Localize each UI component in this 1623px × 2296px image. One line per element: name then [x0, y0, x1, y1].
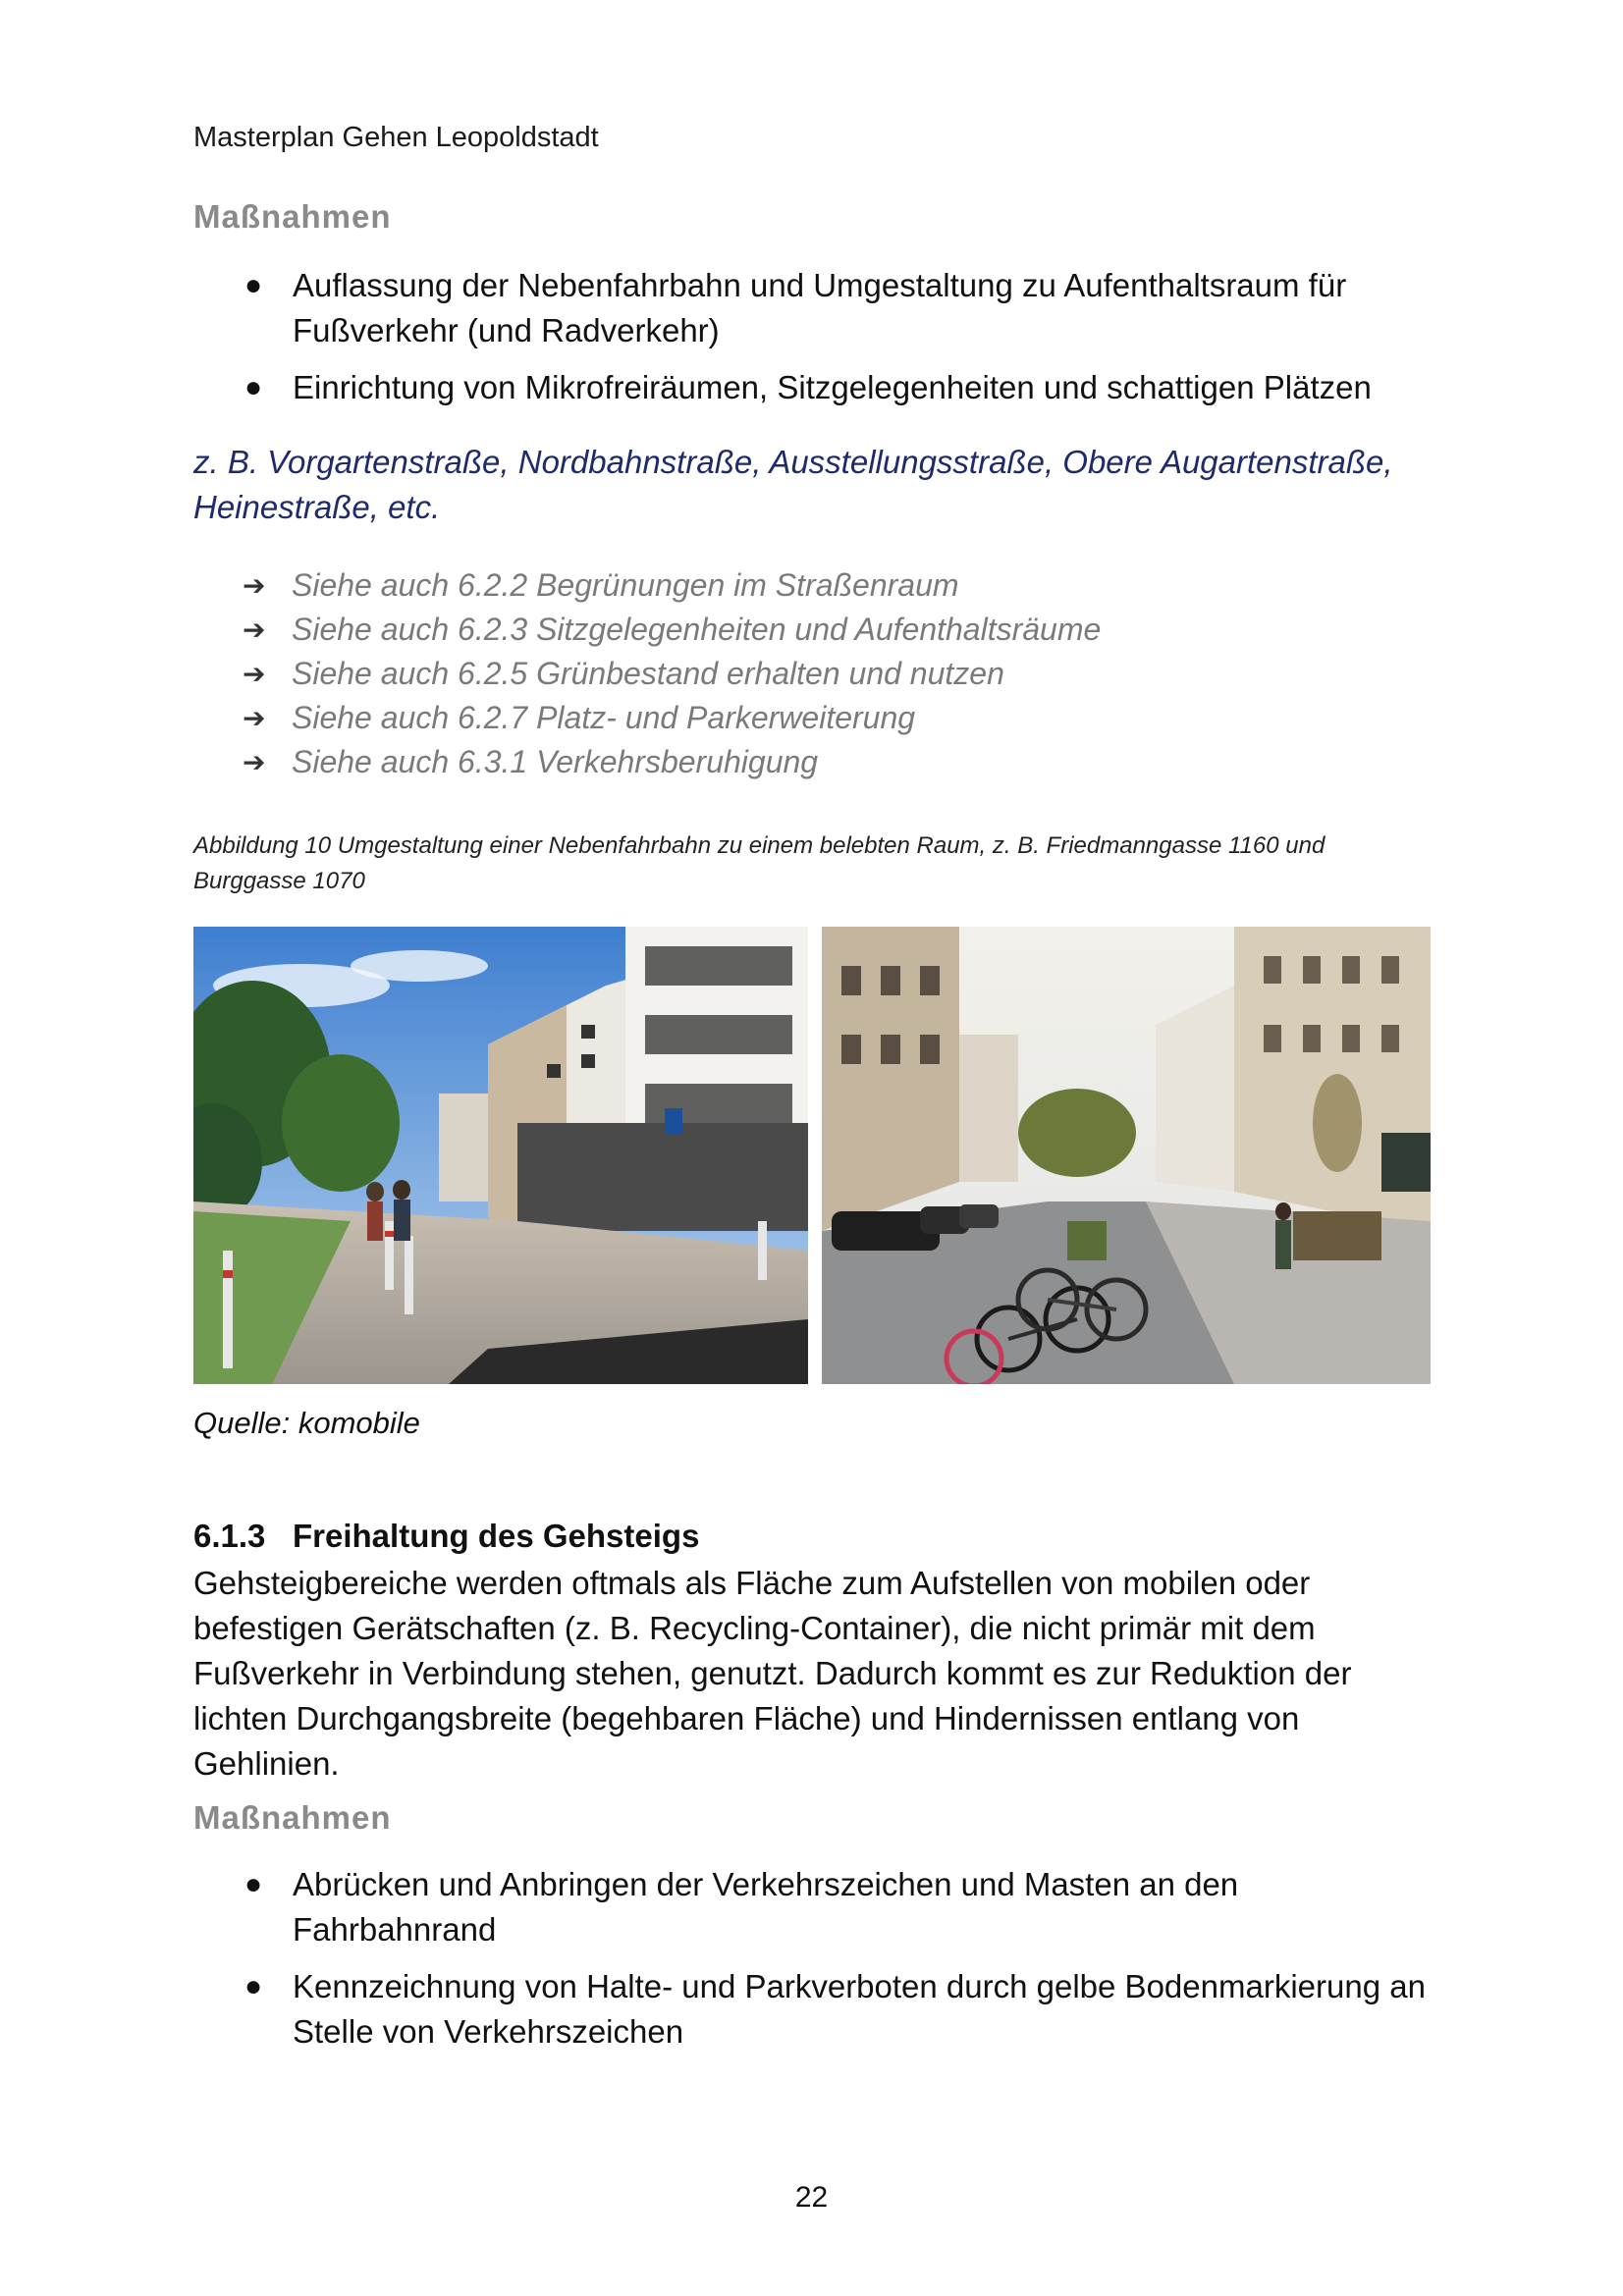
- bullet-list-b: [193, 1862, 1431, 2066]
- list-item: ● Auflassung der Nebenfahrbahn und Umgestaltung zu Aufenthaltsraum für Fußverkehr (und Radverkehr): [193, 263, 1431, 353]
- figure-source: Quelle: komobile: [193, 1406, 420, 1440]
- bullet-icon: ●: [244, 371, 263, 403]
- section-title: [193, 1518, 699, 1555]
- arrow-right-icon: ➔: [243, 747, 266, 777]
- reference-link[interactable]: ➔ Siehe auch 6.2.5 Grünbestand erhalten und nutzen: [243, 656, 1004, 691]
- bullet-icon: ●: [244, 1868, 263, 1900]
- reference-link[interactable]: ➔ Siehe auch 6.3.1 Verkehrsberuhigung: [243, 744, 819, 779]
- photo-burggasse: [822, 927, 1431, 1384]
- bullet-icon: ●: [244, 269, 263, 301]
- photo-friedmanngasse: [193, 927, 808, 1384]
- bullet-icon: ●: [244, 1970, 263, 2002]
- examples-text: z. B. Vorgartenstraße, Nordbahnstraße, Ausstellungsstraße, Obere Augartenstraße, Heinestraße, etc.: [193, 444, 1393, 525]
- arrow-right-icon: ➔: [243, 703, 266, 733]
- list-item: ● Kennzeichnung von Halte- und Parkverboten durch gelbe Bodenmarkierung an Stelle von Verkehrszeichen: [193, 1964, 1431, 2055]
- arrow-right-icon: ➔: [243, 614, 266, 645]
- list-item: ● Abrücken und Anbringen der Verkehrszeichen und Masten an den Fahrbahnrand: [193, 1862, 1431, 1952]
- arrow-right-icon: ➔: [243, 570, 266, 601]
- body-paragraph: Gehsteigbereiche werden oftmals als Fläche zum Aufstellen von mobilen oder befestigen Gerätschaften (z. B. Recycling-Container), die nicht primär mit dem Fußverkehr in Verbindung stehen, genutzt. Dadurch kommt es zur Reduktion der lichten Durchgangsbreite (begehbaren Fläche) und Hindernissen entlang von Gehlinien.: [193, 1565, 1352, 1782]
- reference-link[interactable]: ➔ Siehe auch 6.2.3 Sitzgelegenheiten und Aufenthaltsräume: [243, 612, 1102, 647]
- bullet-list-a: [193, 263, 1431, 422]
- reference-link[interactable]: ➔ Siehe auch 6.2.7 Platz- und Parkerweiterung: [243, 700, 916, 735]
- section-heading-massnahmen-2: Maßnahmen: [193, 1799, 392, 1836]
- section-heading-massnahmen: Maßnahmen: [193, 198, 392, 235]
- reference-link[interactable]: ➔ Siehe auch 6.2.2 Begrünungen im Straßenraum: [243, 567, 959, 603]
- page-number: 22: [794, 2181, 829, 2214]
- list-item: ● Einrichtung von Mikrofreiräumen, Sitzgelegenheiten und schattigen Plätzen: [193, 365, 1431, 410]
- arrow-right-icon: ➔: [243, 659, 266, 689]
- page-header: Masterplan Gehen Leopoldstadt: [193, 122, 599, 153]
- section-title-text: Freihaltung des Gehsteigs: [293, 1518, 700, 1554]
- figure-caption: Abbildung 10 Umgestaltung einer Nebenfahrbahn zu einem belebten Raum, z. B. Friedmanngasse 1160 und Burggasse 1070: [193, 832, 1325, 894]
- section-number: 6.1.3: [193, 1518, 266, 1554]
- reference-list: [243, 563, 1101, 784]
